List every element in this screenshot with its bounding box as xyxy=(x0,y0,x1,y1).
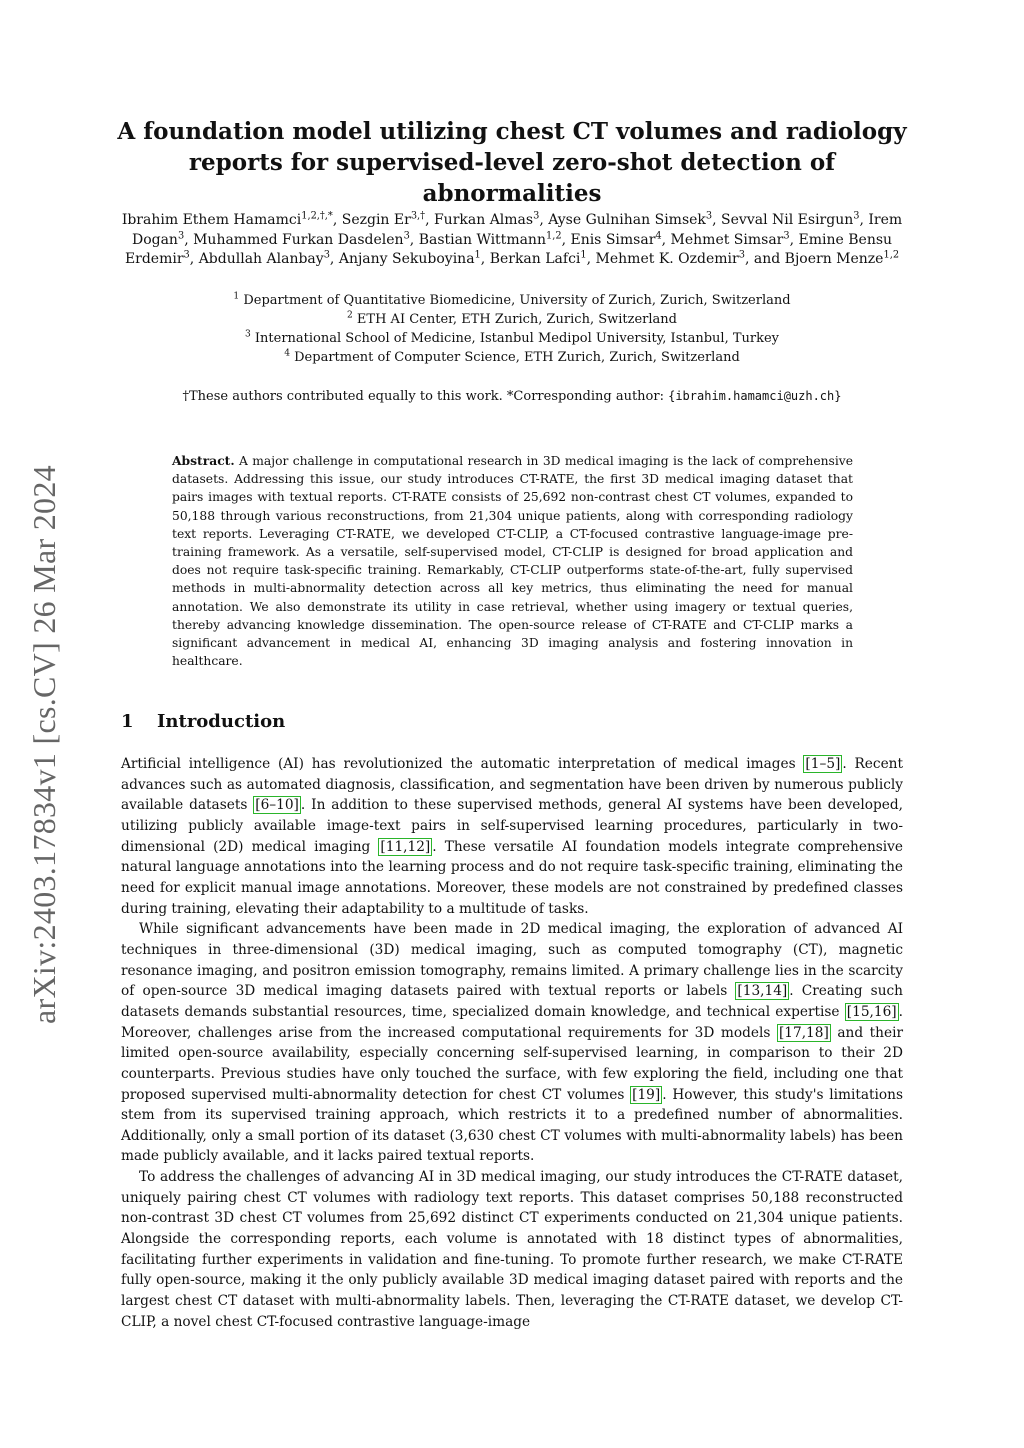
introduction-body xyxy=(121,754,903,1332)
paragraph-text: . These versatile AI foundation models integrate comprehensive natural language annotations into the learning process and do not require task-specific training, eliminating the need for explicit manual image annotations. Moreover, these models are not constrained by predefined classes during training, elevating their adaptability to a multitude of tasks. xyxy=(121,838,904,917)
author-affiliation-marker: 3 xyxy=(403,229,410,241)
section-title: Introduction xyxy=(157,711,286,732)
author-affiliation-marker: 3 xyxy=(177,229,185,241)
paragraph xyxy=(121,919,903,1167)
author-affiliation-marker: 3,† xyxy=(410,210,426,222)
author-affiliation-marker: 1,2 xyxy=(545,229,562,241)
paragraph-text: . In addition to these supervised methods, general AI systems have been developed, utilizing publicly available image-text pairs in self-supervised learning procedures, particularly in two-dimensional (2D) medical imaging xyxy=(121,797,903,855)
author-name: Bastian Wittmann$^{1,2}$ xyxy=(418,229,562,248)
paragraph xyxy=(121,1167,903,1332)
abstract-label: Abstract. xyxy=(172,453,235,468)
citation-link[interactable]: [1–5] xyxy=(805,756,841,772)
section-number: 1 xyxy=(121,711,134,732)
affiliation-line xyxy=(100,329,924,348)
author-affiliation-marker: 3 xyxy=(323,249,330,261)
author-name: Ibrahim Ethem Hamamci$^{1,2,\dagger,*}$ xyxy=(121,210,333,228)
paragraph-text: Artificial intelligence (AI) has revolutionized the automatic interpretation of medical images xyxy=(121,756,804,772)
author-name: Sezgin $Er^{3,\dagger}$ xyxy=(341,210,426,228)
paragraph xyxy=(121,754,903,919)
author-affiliation-marker: 3 xyxy=(783,229,790,241)
author-name: Mehmet K. Ozdemir$^3$ xyxy=(595,249,745,268)
citation-link[interactable]: [6–10] xyxy=(255,797,299,814)
affiliation-text: ETH AI Center, ETH Zurich, Zurich, Switzerland xyxy=(352,312,677,327)
author-list: Ibrahim Ethem Hamamci$^{1,2,\dagger,*}$, Sezgin $Er^{3,\dagger}$, Furkan Almas$^3$, Ayse Gulnihan Simsek$^3$, Sevval Nil Esirgun$^3$, Irem Dogan$^3$, Muhammed Furkan Dasdelen$^3$, Bastian Wittmann$^{1,2}$, Enis Simsar$^4$, Mehmet Simsar$^3$, Emine Bensu Erdemir$^3$, Abdullah Alanbay$^3$, Anjany Sekuboyina$^1$, Berkan Lafci$^1$, Mehmet K. Ozdemir$^3$, and Bjoern Menze$^{1,2}$ xyxy=(121,210,903,268)
abstract xyxy=(172,452,853,670)
citation-link[interactable]: [19] xyxy=(632,1086,661,1103)
note-text: †These authors contributed equally to this work. *Corresponding author: xyxy=(182,389,669,404)
abstract-text: A major challenge in computational research in 3D medical imaging is the lack of comprehensive datasets. Addressing this issue, our study introduces CT-RATE, the first 3D medical imaging dataset that pairs images with textual reports. CT-RATE consists of 25,692 non-contrast chest CT volumes, expanded to 50,188 through various reconstructions, from 21,304 unique patients, along with corresponding radiology text reports. Leveraging CT-RATE, we developed CT-CLIP, a CT-focused contrastive language-image pre-training framework. As a versatile, self-supervised model, CT-CLIP is designed for broad application and does not require task-specific training. Remarkably, CT-CLIP outperforms state-of-the-art, fully supervised methods in multi-abnormality detection across all key metrics, thus eliminating the need for manual annotation. We also demonstrate its utility in case retrieval, whether using imagery or textual queries, thereby advancing knowledge dissemination. The open-source release of CT-RATE and CT-CLIP marks a significant advancement in medical AI, enhancing 3D imaging analysis and fostering innovation in healthcare. xyxy=(172,454,853,669)
arxiv-id-text: arXiv:2403.17834v1 [cs.CV] 26 Mar 2024 xyxy=(25,464,62,1024)
citation-link[interactable]: [13,14] xyxy=(737,983,788,1000)
paragraph-text: To address the challenges of advancing AI in 3D medical imaging, our study introduces the CT-RATE dataset, uniquely pairing chest CT volumes with radiology text reports. This dataset comprises 50,188 reconstructed non-contrast 3D chest CT volumes from 25,692 distinct CT experiments conducted on 21,304 unique patients. Alongside the corresponding reports, each volume is annotated with 18 distinct types of abnormalities, facilitating further experiments in validation and fine-tuning. To promote further research, we make CT-RATE fully open-source, making it the only publicly available 3D medical imaging dataset paired with reports and the largest chest CT dataset with multi-abnormality labels. Then, leveraging the CT-RATE dataset, we develop CT-CLIP, a novel chest CT-focused contrastive language-image xyxy=(121,1169,903,1330)
affiliation-list xyxy=(100,291,924,367)
author-affiliation-marker: 3 xyxy=(853,210,860,222)
affiliation-line xyxy=(100,348,924,367)
author-name: Irem Dogan$^3$ xyxy=(131,212,903,248)
author-name: Emine Bensu Erdemir$^3$ xyxy=(124,231,893,268)
author-affiliation-marker: 1,2,†,* xyxy=(301,210,333,222)
author-affiliation-marker: 3 xyxy=(183,249,190,261)
author-affiliation-marker: 3 xyxy=(533,210,540,222)
affiliation-number: 2 xyxy=(347,310,353,321)
citation-link[interactable]: [15,16] xyxy=(846,1003,897,1020)
author-affiliation-marker: 4 xyxy=(655,229,662,241)
author-name: Sevval Nil Esirgun$^3$ xyxy=(721,210,860,228)
affiliation-text: Department of Computer Science, ETH Zurich, Zurich, Switzerland xyxy=(290,350,740,365)
affiliation-number: 1 xyxy=(233,291,240,302)
affiliation-line xyxy=(100,291,924,310)
affiliation-line xyxy=(100,310,924,329)
author-affiliation-marker: 3 xyxy=(705,210,713,222)
author-affiliation-marker: 1,2 xyxy=(883,249,900,261)
paragraph-text: . Creating such datasets demands substantial resources, time, specialized domain knowledge, and technical expertise xyxy=(121,983,903,1020)
paragraph-text: . Recent advances such as automated diagnosis, classification, and segmentation have been driven by numerous publicly available datasets xyxy=(121,756,903,814)
author-name: Furkan Almas$^3$ xyxy=(433,210,540,228)
author-name: Abdullah Alanbay$^3$ xyxy=(198,249,330,268)
paragraph-text: . However, this study's limitations stem from its supervised training approach, which restricts it to a predefined number of abnormalities. Additionally, only a small portion of its dataset (3,630 chest CT volumes with multi-abnormality labels) has been made publicly available, and it lacks paired textual reports. xyxy=(121,1086,903,1165)
corresponding-email[interactable]: {ibrahim.hamamci@uzh.ch} xyxy=(668,389,842,403)
author-name: Enis Simsar$^4$ xyxy=(570,229,662,248)
author-name: Mehmet Simsar$^3$ xyxy=(670,229,790,248)
citation-link[interactable]: [17,18] xyxy=(778,1024,829,1041)
author-affiliation-marker: 3 xyxy=(738,249,745,261)
paragraph-text: and their limited open-source availability, especially concerning self-supervised learning, in comparison to their 2D counterparts. Previous studies have only touched the surface, with few exploring the field, including one that proposed supervised multi-abnormality detection for chest CT volumes xyxy=(121,1024,903,1103)
affiliation-text: International School of Medicine, Istanbul Medipol University, Istanbul, Turkey xyxy=(250,331,780,346)
author-name: Ayse Gulnihan Simsek$^3$ xyxy=(548,210,713,228)
affiliation-text: Department of Quantitative Biomedicine, University of Zurich, Zurich, Switzerland xyxy=(239,293,791,308)
paper-title: A foundation model utilizing chest CT volumes and radiology reports for supervised-level zero-shot detection of abnormalities xyxy=(117,118,907,207)
affiliation-number: 4 xyxy=(284,348,290,359)
section-heading xyxy=(121,711,285,732)
author-name: Muhammed Furkan Dasdelen$^3$ xyxy=(193,229,410,248)
contribution-note xyxy=(100,386,924,407)
affiliation-number: 3 xyxy=(244,329,251,340)
author-affiliation-marker: 1 xyxy=(580,249,587,261)
author-name: Berkan Lafci$^1$ xyxy=(489,249,587,268)
paragraph-text: . Moreover, challenges arise from the increased computational requirements for 3D models xyxy=(121,1003,903,1041)
arxiv-side-identifier xyxy=(24,440,64,1048)
author-conjunction: and xyxy=(753,251,785,268)
author-affiliation-marker: 1 xyxy=(474,249,481,261)
citation-link[interactable]: [11,12] xyxy=(380,838,431,855)
author-name: Anjany Sekuboyina$^1$ xyxy=(338,249,481,268)
paragraph-text: While significant advancements have been made in 2D medical imaging, the exploration of advanced AI techniques in three-dimensional (3D) medical imaging, such as computed tomography (CT), magnetic resonance imaging, and positron emission tomography, remains limited. A primary challenge lies in the scarcity of open-source 3D medical imaging datasets paired with textual reports or labels xyxy=(121,921,903,1000)
author-name: Bjoern Menze$^{1,2}$ xyxy=(784,249,900,268)
